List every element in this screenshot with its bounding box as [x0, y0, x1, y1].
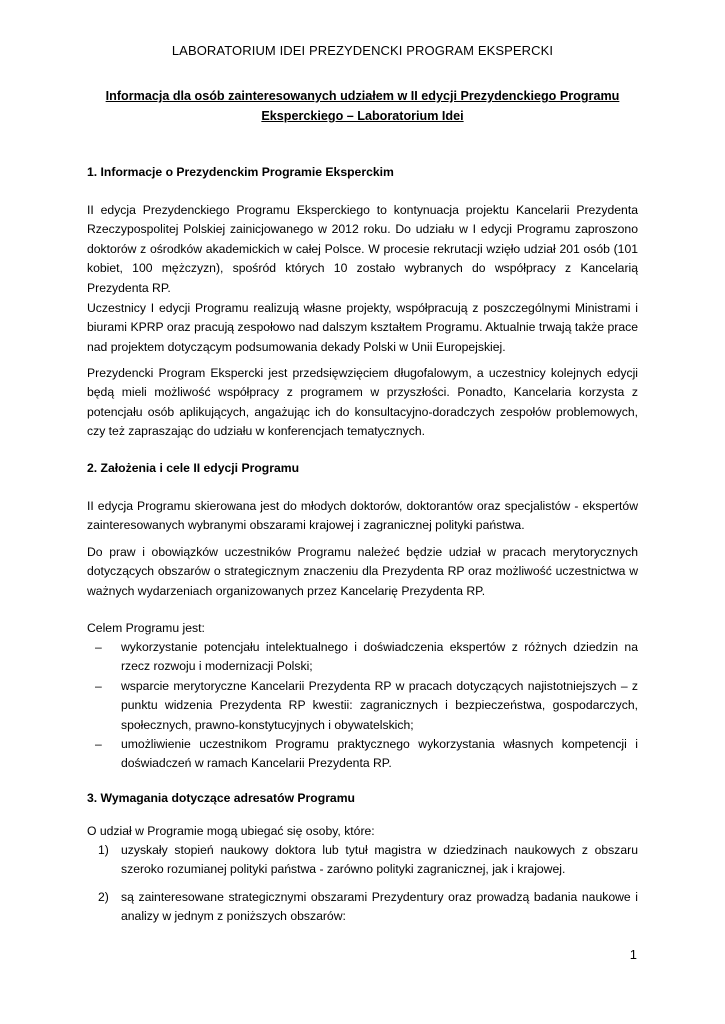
dash-marker: – [95, 640, 102, 654]
requirement-text: są zainteresowane strategicznymi obszarami Prezydentury oraz prowadzą badania naukowe i analizy w jednym z poniższych obszarów: [121, 889, 638, 924]
section-3-heading: 3. Wymagania dotyczące adresatów Programu [87, 791, 355, 805]
requirement-text: uzyskały stopień naukowy doktora lub tytuł magistra w dziedzinach naukowych z obszaru szeroko rozumianej polityki państwa - zarówno polityki zagranicznej, jak i krajowej. [121, 843, 638, 877]
requirement-item [87, 888, 638, 927]
goal-item [87, 638, 638, 677]
goal-item [87, 735, 638, 774]
section-3-intro: O udział w Programie mogą ubiegać się osoby, które: [87, 824, 375, 838]
requirements-list [87, 841, 638, 927]
goal-text: wsparcie merytoryczne Kancelarii Prezydenta RP w pracach dotyczących najistotniejszych – z punktu widzenia Prezydenta RP kwestii: zagranicznych i bezpieczeństwa, gospodarczych, społecznych, prawno-konstytucyjnych i obywatelskich; [121, 678, 638, 732]
page-number: 1 [629, 947, 637, 962]
goal-text: wykorzystanie potencjału intelektualnego i doświadczenia ekspertów z różnych dziedzin na rzecz rozwoju i modernizacji Polski; [121, 640, 638, 674]
item-number: 1) [98, 843, 109, 857]
section-2-paragraph-2: Do praw i obowiązków uczestników Programu należeć będzie udział w pracach merytorycznych dotyczących obszarów o strategicznym znaczeniu dla Prezydenta RP oraz możliwość uczestnictwa w ważnych wydarzeniach organizowanych przez Kancelarię Prezydenta RP. [87, 545, 638, 598]
dash-marker: – [95, 737, 102, 752]
goals-list [87, 638, 638, 774]
section-1-paragraph-3: Prezydencki Program Ekspercki jest przedsięwzięciem długofalowym, a uczestnicy kolejnych edycji będą mieli możliwość współpracy z programem w przyszłości. Ponadto, Kancelaria korzysta z potencjału osób aplikujących, angażując ich do konsultacyjno-doradczych zespołów problemowych, czy też zapraszając do udziału w konferencjach tematycznych. [87, 366, 638, 439]
section-1-paragraph-1: II edycja Prezydenckiego Programu Eksperckiego to kontynuacja projektu Kancelarii Prezydenta Rzeczypospolitej Polskiej zainicjowanego w 2012 roku. Do udziału w I edycji Programu zaproszono doktorów z ośrodków akademickich w całej Polsce. W procesie rekrutacji wzięło udział 201 osób (101 kobiet, 100 mężczyzn), spośród których 10 zostało wybranych do współpracy z Kancelarią Prezydenta RP. [87, 203, 638, 295]
item-number: 2) [98, 889, 109, 904]
section-2-heading: 2. Założenia i cele II edycji Programu [87, 461, 300, 475]
section-2-paragraph-1: II edycja Programu skierowana jest do młodych doktorów, doktorantów oraz specjalistów - ekspertów zainteresowanych wybranymi obszarami krajowej i zagranicznej polityki państwa. [87, 499, 638, 533]
section-1-heading: 1. Informacje o Prezydenckim Programie Eksperckim [87, 165, 394, 179]
page-header: LABORATORIUM IDEI PREZYDENCKI PROGRAM EKSPERCKI [171, 43, 554, 58]
document-title: Informacja dla osób zainteresowanych udziałem w II edycji Prezydenckiego Programu Eksperckiego – Laboratorium Idei [105, 89, 620, 123]
goal-text: umożliwienie uczestnikom Programu praktycznego wykorzystania własnych kompetencji i doświadczeń w ramach Kancelarii Prezydenta RP. [121, 737, 638, 771]
goal-item [87, 677, 638, 735]
requirement-item [87, 841, 638, 880]
dash-marker: – [95, 678, 102, 693]
section-1-paragraph-2: Uczestnicy I edycji Programu realizują własne projekty, współpracują z poszczególnymi Ministrami i biurami KPRP oraz pracują zespołowo nad dalszym kształtem Programu. Aktualnie trwają także prace nad projektem dotyczącym podsumowania dekady Polski w Unii Europejskiej. [87, 301, 638, 354]
goals-intro: Celem Programu jest: [87, 621, 205, 635]
